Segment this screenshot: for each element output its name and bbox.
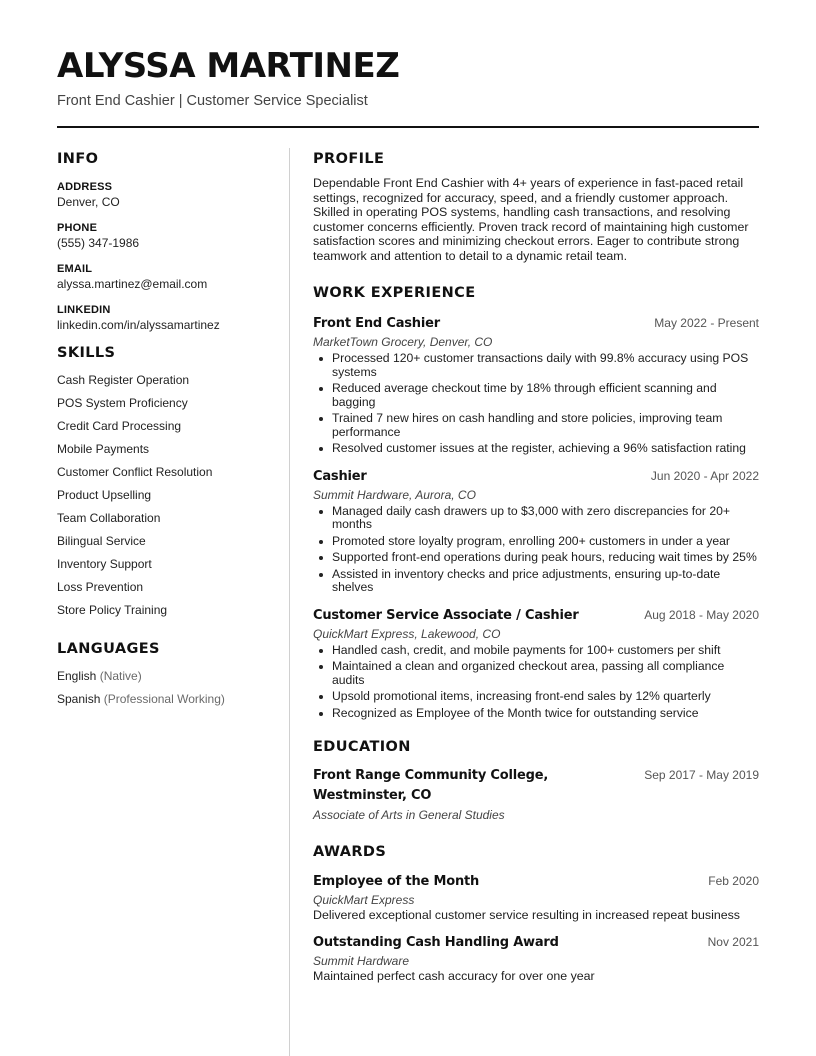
bullet-item: Promoted store loyalty program, enrolling 200+ customers in under a year [313,535,759,549]
job-header [313,467,759,486]
education-entry [313,766,759,823]
skill-item: Loss Prevention [57,580,144,594]
job-title: Front End Cashier [313,316,440,331]
bullet-item: Recognized as Employee of the Month twice for outstanding service [313,707,759,721]
job-entry [313,314,759,456]
languages-heading: LANGUAGES [57,641,160,657]
education-header [313,766,759,806]
job-header [313,314,759,333]
bullet-item: Managed daily cash drawers up to $3,000 with zero discrepancies for 20+ months [313,505,759,532]
candidate-subtitle: Front End Cashier | Customer Service Specialist [57,93,368,109]
skill-item: Bilingual Service [57,534,146,548]
resume-header [57,46,759,110]
info-item-phone [57,221,279,251]
language-item [57,668,279,684]
job-bullets [313,644,759,721]
award-org: QuickMart Express [313,893,415,907]
skill-item: Store Policy Training [57,603,168,617]
info-label: EMAIL [57,263,93,275]
profile-text: Dependable Front End Cashier with 4+ years of experience in fast-paced retail settings, recognized for accuracy, speed, and a friendly customer approach. Skilled in operating POS systems, handling cash transactions, and resolving customer concerns efficiently. Proven track record of maintaining high customer satisfaction scores and minimizing checkout errors. Eager to contribute strong teamwork and attention to detail to a dynamic retail team. [313,176,749,263]
education-degree: Associate of Arts in General Studies [313,808,505,822]
education-heading: EDUCATION [313,739,411,755]
bullet-item: Handled cash, credit, and mobile payments for 100+ customers per shift [313,644,759,658]
award-title: Employee of the Month [313,874,480,889]
award-date: Feb 2020 [708,874,759,888]
job-org: QuickMart Express, Lakewood, CO [313,626,501,641]
job-dates: Jun 2020 - Apr 2022 [650,468,759,483]
education-dates: Sep 2017 - May 2019 [644,768,759,782]
info-label: PHONE [57,222,98,234]
award-entry [313,933,759,983]
info-item-linkedin [57,303,279,333]
job-dates: May 2022 - Present [654,316,759,330]
awards-heading: AWARDS [313,844,387,860]
info-label: LINKEDIN [57,304,111,316]
skill-item: Mobile Payments [57,442,150,456]
info-value: linkedin.com/in/alyssamartinez [57,318,220,332]
info-heading: INFO [57,151,99,167]
language-level: (Professional Working) [103,692,225,706]
job-entry [313,467,759,595]
award-entry [313,872,759,922]
bullet-item: Trained 7 new hires on cash handling and store policies, improving team performance [313,412,759,439]
skills-heading: SKILLS [57,345,116,361]
right-column [313,150,759,983]
skill-item: Inventory Support [57,557,152,571]
skill-item: Product Upselling [57,488,152,502]
languages-list [57,668,279,707]
job-title: Customer Service Associate / Cashier [313,607,579,623]
skill-item: Team Collaboration [57,511,161,525]
info-label: ADDRESS [57,181,113,193]
info-value: alyssa.martinez@email.com [57,277,208,291]
info-value: Denver, CO [57,195,120,209]
language-level: (Native) [99,669,142,683]
award-org: Summit Hardware [313,954,410,968]
job-bullets [313,505,759,595]
experience-heading: WORK EXPERIENCE [313,285,476,301]
skill-item: Cash Register Operation [57,373,190,387]
language-name: English [57,669,97,683]
bullet-item: Resolved customer issues at the register, achieving a 96% satisfaction rating [313,442,759,456]
bullet-item: Reduced average checkout time by 18% through efficient scanning and bagging [313,382,759,409]
header-rule [57,126,759,128]
skills-list [57,372,279,618]
award-description: Delivered exceptional customer service resulting in increased repeat business [313,908,741,922]
award-date: Nov 2021 [707,935,759,949]
job-dates: Aug 2018 - May 2020 [644,607,759,622]
column-divider [289,148,290,1056]
info-list [57,180,279,333]
profile-heading: PROFILE [313,151,385,167]
left-column [57,150,279,714]
candidate-name: ALYSSA MARTINEZ [57,46,400,86]
job-title: Cashier [313,468,367,484]
award-header [313,933,759,952]
award-description: Maintained perfect cash accuracy for over one year [313,969,595,983]
bullet-item: Supported front-end operations during peak hours, reducing wait times by 25% [313,551,759,565]
bullet-item: Processed 120+ customer transactions daily with 99.8% accuracy using POS systems [313,352,759,379]
bullet-item: Assisted in inventory checks and price adjustments, ensuring up-to-date shelves [313,568,759,595]
job-bullets [313,352,759,456]
info-value: (555) 347-1986 [57,236,140,250]
skill-item: Credit Card Processing [57,419,182,433]
job-entry [313,606,759,721]
skill-item: POS System Proficiency [57,396,188,410]
award-header [313,872,759,891]
info-item-address [57,180,279,210]
info-item-email [57,262,279,292]
education-school: Front Range Community College, Westminster, CO [313,768,549,803]
job-org: Summit Hardware, Aurora, CO [313,487,476,502]
job-header [313,606,759,625]
award-title: Outstanding Cash Handling Award [313,935,559,950]
bullet-item: Maintained a clean and organized checkout area, passing all compliance audits [313,660,759,687]
job-org: MarketTown Grocery, Denver, CO [313,335,493,349]
skill-item: Customer Conflict Resolution [57,465,213,479]
bullet-item: Upsold promotional items, increasing front-end sales by 12% quarterly [313,690,759,704]
language-item [57,691,279,707]
language-name: Spanish [57,692,101,706]
